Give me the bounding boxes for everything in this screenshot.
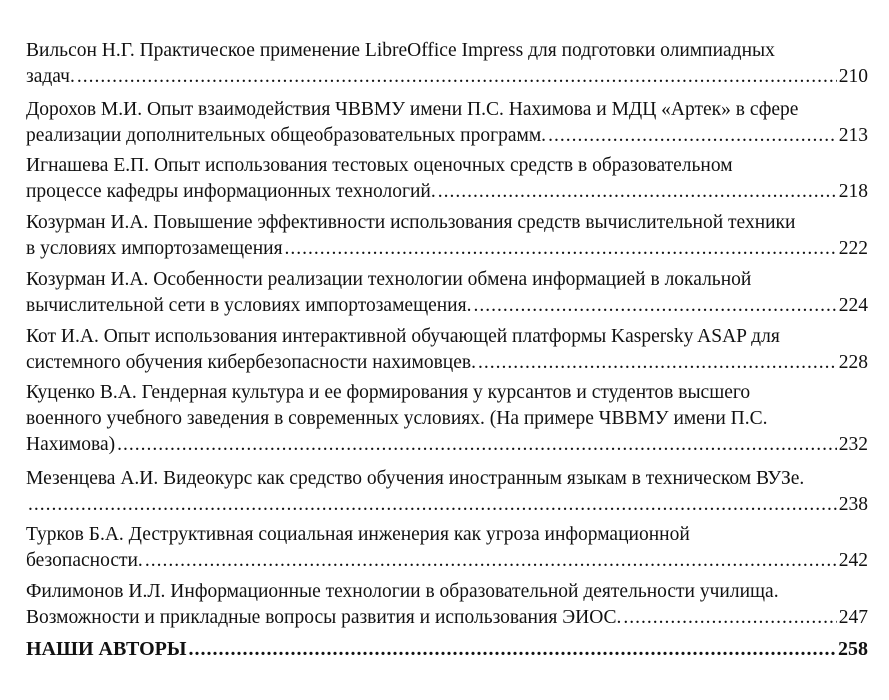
dot-leader (438, 179, 837, 205)
toc-entry (26, 153, 868, 205)
page-number: 210 (838, 66, 868, 87)
page-number: 247 (838, 607, 868, 628)
entry-title-line: Куценко В.А. Гендерная культура и ее формирования у курсантов и студентов высшего (26, 382, 751, 403)
page-number: 222 (838, 238, 868, 259)
entry-title-line: Козурман И.А. Особенности реализации технологии обмена информацией в локальной (26, 269, 752, 290)
page-number: 258 (838, 638, 868, 660)
entry-title-last-line: системного обучения кибербезопасности нахимовцев. (26, 352, 476, 373)
dot-leader (117, 432, 837, 458)
entry-title-line: Кот И.А. Опыт использования интерактивной обучающей платформы Kaspersky ASAP для (26, 326, 780, 347)
entry-title-line: военного учебного заведения в современных условиях. (На примере ЧВВМУ имени П.С. (26, 408, 768, 429)
toc-entry-authors (26, 636, 868, 662)
toc-entry (26, 38, 868, 90)
authors-heading: НАШИ АВТОРЫ (26, 638, 187, 660)
page-number: 213 (838, 125, 868, 146)
entry-title-last-line: реализации дополнительных общеобразовательных программ. (26, 125, 547, 146)
dot-leader (473, 293, 836, 319)
page-number: 242 (838, 550, 868, 571)
page-number: 238 (838, 494, 868, 515)
dot-leader (189, 636, 836, 662)
toc-entry (26, 579, 868, 631)
toc-entry (26, 380, 868, 458)
entry-title-last-line: задач. (26, 66, 75, 87)
entry-title-last-line: процессе кафедры информационных технологий. (26, 181, 436, 202)
entry-title-line: Вильсон Н.Г. Практическое применение LibreOffice Impress для подготовки олимпиадных (26, 40, 775, 61)
dot-leader (478, 350, 837, 376)
dot-leader (28, 492, 837, 518)
entry-title-line: Мезенцева А.И. Видеокурс как средство обучения иностранным языкам в техническом ВУЗе. (26, 468, 805, 489)
dot-leader (285, 236, 837, 262)
dot-leader (623, 605, 836, 631)
entry-title-last-line: Возможности и прикладные вопросы развития и использования ЭИОС. (26, 607, 622, 628)
toc-entry (26, 267, 868, 319)
toc-entry (26, 522, 868, 574)
entry-title-line: Козурман И.А. Повышение эффективности использования средств вычислительной техники (26, 212, 796, 233)
toc-entry (26, 324, 868, 376)
toc-entry (26, 210, 868, 262)
entry-title-line: Дорохов М.И. Опыт взаимодействия ЧВВМУ имени П.С. Нахимова и МДЦ «Артек» в сфере (26, 99, 799, 120)
dot-leader (145, 548, 837, 574)
page-number: 232 (838, 434, 868, 455)
entry-title-line: Филимонов И.Л. Информационные технологии в образовательной деятельности училища. (26, 581, 779, 602)
toc-entry (26, 466, 868, 518)
page-number: 218 (838, 181, 868, 202)
dot-leader (548, 123, 837, 149)
page-number: 224 (838, 295, 868, 316)
toc-entry (26, 97, 868, 149)
entry-title-last-line: Нахимова) (26, 434, 116, 455)
entry-title-line: Турков Б.А. Деструктивная социальная инженерия как угроза информационной (26, 524, 690, 545)
dot-leader (77, 64, 837, 90)
entry-title-line: Игнашева Е.П. Опыт использования тестовых оценочных средств в образовательном (26, 155, 733, 176)
entry-title-last-line: безопасности. (26, 550, 143, 571)
entry-title-last-line: вычислительной сети в условиях импортозамещения. (26, 295, 472, 316)
entry-title-last-line: в условиях импортозамещения (26, 238, 283, 259)
page-number: 228 (838, 352, 868, 373)
